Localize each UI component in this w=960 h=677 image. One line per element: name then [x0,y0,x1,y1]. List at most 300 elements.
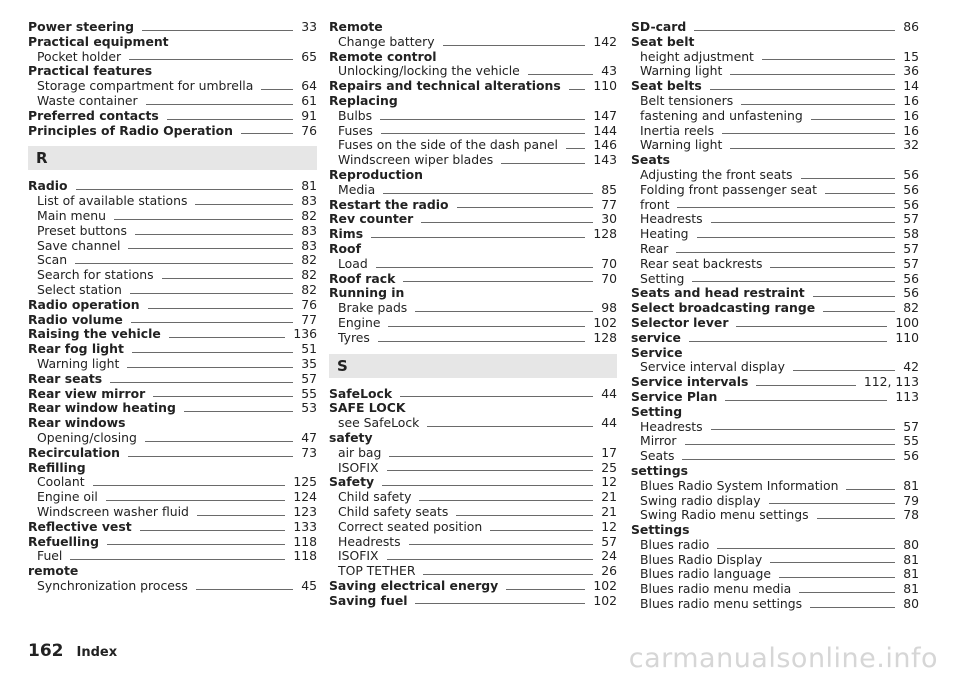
index-term: Radio [28,178,68,194]
index-page-number: 82 [301,207,317,223]
index-term: Fuses [338,122,373,138]
index-entry [631,523,919,538]
page-number: 162 [28,641,64,661]
index-page-number: 14 [903,78,919,94]
index-page-number: 146 [593,137,617,153]
index-entry [631,35,919,50]
index-page-number: 144 [593,122,617,138]
index-term: Seat belts [631,78,702,94]
index-subentry [631,198,919,213]
index-subentry [631,449,919,464]
leader-line [388,326,585,327]
index-page-number: 56 [903,196,919,212]
index-page-number: 43 [601,63,617,79]
index-subentry [329,301,617,316]
index-term: Storage compartment for umbrella [37,78,254,94]
index-page-number: 36 [903,63,919,79]
leader-line [106,500,285,501]
index-page-number: 57 [903,211,919,227]
index-term: Fuel [37,548,63,564]
index-entry [28,109,317,124]
index-term: ISOFIX [338,459,379,475]
index-entry [631,286,919,301]
index-page-number: 56 [903,181,919,197]
index-subentry [28,475,317,490]
index-page-number: 65 [301,48,317,64]
index-term: Power steering [28,19,135,34]
index-subentry [631,227,919,242]
index-term: service [631,329,681,345]
leader-line [383,193,593,194]
leader-line [146,104,294,105]
leader-line [131,322,293,323]
leader-line [528,74,593,75]
index-page-number: 80 [903,596,919,612]
index-entry [28,313,317,328]
index-term: Windscreen wiper blades [338,152,494,168]
index-term: Warning light [37,355,120,371]
index-page-number: 16 [903,92,919,108]
leader-line [128,456,293,457]
leader-line [135,234,293,235]
index-subentry [28,268,317,283]
index-term: ISOFIX [338,548,379,564]
index-page-number: 57 [903,418,919,434]
index-page-number: 16 [903,122,919,138]
index-entry [329,579,617,594]
index-term: front [640,196,670,212]
index-page-number: 42 [903,359,919,375]
index-page-number: 136 [293,326,317,342]
index-page-number: 17 [601,444,617,460]
index-term: Fuses on the side of the dash panel [338,137,558,153]
leader-line [415,603,585,604]
leader-line [762,59,895,60]
leader-line [153,396,293,397]
index-page-number: 70 [601,255,617,271]
index-term: Save channel [37,237,121,253]
index-subentry [631,138,919,153]
index-term: Swing Radio menu settings [640,507,809,523]
index-page-number: 64 [301,78,317,94]
index-page-number: 124 [293,489,317,505]
index-term: SD-card [631,19,687,34]
leader-line [722,133,895,134]
leader-line [75,263,293,264]
index-column-3 [631,20,919,612]
leader-line [799,592,895,593]
index-subentry [631,479,919,494]
index-column-2 [329,20,617,608]
leader-line [381,133,586,134]
index-subentry [631,94,919,109]
index-term: Child safety [338,489,412,505]
index-term: settings [631,462,688,478]
leader-line [741,104,895,105]
index-subentry [329,35,617,50]
leader-line [380,119,585,120]
leader-line [415,311,593,312]
index-page-number: 125 [293,474,317,490]
leader-line [93,485,286,486]
leader-line [566,148,585,149]
index-entry [28,327,317,342]
index-term: Engine oil [37,489,98,505]
leader-line [457,207,594,208]
index-entry [28,372,317,387]
index-column-1 [28,20,317,594]
index-entry [28,342,317,357]
index-term: Warning light [640,63,723,79]
section-label: Index [76,645,118,660]
index-page-number: 12 [601,474,617,490]
index-term: Child safety seats [338,503,449,519]
index-term: Blues Radio Display [640,551,763,567]
leader-line [130,293,293,294]
index-term: Seat belt [631,33,695,49]
index-page-number: 55 [903,433,919,449]
leader-line [148,308,294,309]
index-subentry [631,508,919,523]
leader-line [779,577,895,578]
index-entry [329,242,617,257]
index-page-number: 25 [601,459,617,475]
index-page-number: 33 [301,19,317,34]
index-entry [631,79,919,94]
index-term: Blues Radio System Information [640,477,839,493]
index-subentry [329,490,617,505]
leader-line [241,133,293,134]
index-entry [329,387,617,402]
leader-line [692,281,895,282]
index-page-number: 142 [593,33,617,49]
index-term: Reproduction [329,166,423,182]
leader-line [128,248,293,249]
index-page-number: 81 [903,477,919,493]
index-subentry [631,272,919,287]
index-page-number: 53 [301,400,317,416]
index-page-number: 113 [895,388,919,404]
leader-line [382,485,593,486]
leader-line [717,548,895,549]
index-term: Blues radio menu media [640,581,792,597]
index-entry [28,446,317,461]
index-term: Saving fuel [329,592,408,608]
index-page-number: 44 [601,415,617,431]
index-entry [631,20,919,35]
index-subentry [329,316,617,331]
leader-line [427,426,593,427]
index-page-number: 128 [593,329,617,345]
leader-line [825,193,895,194]
leader-line [697,237,896,238]
index-page-number: 81 [903,581,919,597]
leader-line [810,607,895,608]
index-subentry [329,446,617,461]
leader-line [127,367,293,368]
index-page-number: 21 [601,489,617,505]
index-page-number: 81 [903,551,919,567]
index-term: Main menu [37,207,106,223]
leader-line [76,189,294,190]
index-entry [631,316,919,331]
index-subentry [329,535,617,550]
index-term: Safety [329,474,375,490]
index-term: Rear view mirror [28,385,146,401]
index-term: Waste container [37,92,138,108]
index-page-number: 12 [601,518,617,534]
leader-line [456,515,593,516]
index-entry [329,94,617,109]
index-subentry [631,360,919,375]
leader-line [114,219,293,220]
index-entry [28,416,317,431]
index-entry [631,346,919,361]
index-subentry [631,168,919,183]
index-page-number: 57 [301,370,317,386]
index-term: Correct seated position [338,518,483,534]
index-term: Opening/closing [37,429,137,445]
index-term: Rear seat backrests [640,255,763,271]
index-term: Swing radio display [640,492,761,508]
index-entry [631,375,919,390]
index-page-number: 83 [301,237,317,253]
leader-line [387,470,594,471]
index-page-number: 32 [903,137,919,153]
index-term: Select broadcasting range [631,300,816,316]
leader-line [506,589,585,590]
index-entry [28,124,317,139]
leader-line [725,400,887,401]
index-term: Warning light [640,137,723,153]
index-page-number: 77 [601,196,617,212]
leader-line [140,530,286,531]
index-page-number: 76 [301,296,317,312]
index-term: Saving electrical energy [329,577,499,593]
index-page-number: 30 [601,211,617,227]
index-term: remote [28,563,79,579]
index-page-number: 78 [903,507,919,523]
index-entry [28,535,317,550]
page-footer [28,641,117,665]
index-subentry [28,79,317,94]
index-page-number: 57 [903,240,919,256]
index-subentry [28,357,317,372]
index-term: Coolant [37,474,85,490]
index-term: Blues radio language [640,566,772,582]
index-page-number: 26 [601,563,617,579]
index-subentry [329,257,617,272]
index-term: Preset buttons [37,222,127,238]
index-page-number: 45 [301,577,317,593]
index-page-number: 110 [593,78,617,94]
leader-line [817,518,896,519]
index-term: Blues radio menu settings [640,596,803,612]
index-term: Inertia reels [640,122,715,138]
index-entry [329,168,617,183]
leader-line [710,89,895,90]
leader-line [196,589,293,590]
index-term: Preferred contacts [28,107,159,123]
index-term: Remote control [329,48,437,64]
leader-line [389,456,593,457]
index-page-number: 73 [301,444,317,460]
index-entry [631,331,919,346]
index-term: Rev counter [329,211,414,227]
leader-line [376,267,593,268]
index-page-number: 82 [903,300,919,316]
leader-line [371,237,585,238]
index-subentry [329,124,617,139]
index-entry [329,475,617,490]
index-page-number: 80 [903,536,919,552]
index-term: Load [338,255,368,271]
index-entry [28,520,317,535]
leader-line [793,370,895,371]
leader-line [423,574,593,575]
index-term: see SafeLock [338,415,420,431]
index-term: Adjusting the front seats [640,166,793,182]
section-letter-heading: R [28,146,317,170]
index-term: Rear seats [28,370,103,386]
index-subentry [329,153,617,168]
index-page-number: 51 [301,341,317,357]
index-entry [28,298,317,313]
index-page-number: 56 [903,166,919,182]
index-page-number: 102 [593,592,617,608]
index-page-number: 123 [293,503,317,519]
index-page-number: 128 [593,226,617,242]
leader-line [132,352,293,353]
index-subentry [631,538,919,553]
index-subentry [28,194,317,209]
leader-line [711,429,896,430]
leader-line [823,311,895,312]
leader-line [736,326,887,327]
leader-line [730,148,895,149]
index-term: Roof rack [329,270,396,286]
index-subentry [28,283,317,298]
index-subentry [329,331,617,346]
leader-line [677,207,895,208]
index-term: Service [631,344,683,360]
index-subentry [28,505,317,520]
index-subentry [329,461,617,476]
index-term: Mirror [640,433,677,449]
watermark-text: carmanualsonline.info [628,643,938,674]
leader-line [403,281,593,282]
index-entry [631,464,919,479]
index-subentry [329,549,617,564]
leader-line [443,45,586,46]
index-term: Practical features [28,63,153,79]
index-subentry [631,50,919,65]
leader-line [162,278,294,279]
leader-line [197,515,285,516]
index-term: Unlocking/locking the vehicle [338,63,520,79]
index-term: Settings [631,522,690,538]
leader-line [711,222,896,223]
leader-line [129,59,293,60]
index-subentry [28,549,317,564]
index-page-number: 118 [293,533,317,549]
index-term: Replacing [329,92,398,108]
index-term: SAFE LOCK [329,400,406,416]
index-term: Blues radio [640,536,710,552]
index-page-number: 91 [301,107,317,123]
index-term: Rear [640,240,669,256]
index-term: height adjustment [640,48,754,64]
index-subentry [631,553,919,568]
index-term: Headrests [640,211,703,227]
index-entry [28,35,317,50]
index-page-number: 83 [301,222,317,238]
index-subentry [631,434,919,449]
index-page-number: 81 [301,178,317,194]
index-entry [329,286,617,301]
index-page-number: 56 [903,270,919,286]
index-term: Running in [329,285,405,301]
index-term: Refuelling [28,533,99,549]
index-term: Rims [329,226,364,242]
index-page-number: 57 [601,533,617,549]
index-page-number: 98 [601,300,617,316]
index-entry [329,79,617,94]
leader-line [400,396,593,397]
index-page-number: 15 [903,48,919,64]
index-entry [329,20,617,35]
leader-line [569,89,586,90]
index-subentry [631,420,919,435]
index-page-number: 56 [903,285,919,301]
index-page-number: 77 [301,311,317,327]
index-subentry [631,597,919,612]
index-term: Recirculation [28,444,120,460]
index-term: Seats [631,152,670,168]
index-term: Principles of Radio Operation [28,122,233,138]
leader-line [694,30,895,31]
index-term: safety [329,429,373,445]
index-entry [329,594,617,609]
index-entry [329,212,617,227]
index-entry [329,272,617,287]
index-term: Rear window heating [28,400,176,416]
index-term: Windscreen washer fluid [37,503,189,519]
index-page-number: 143 [593,152,617,168]
index-page-number: 102 [593,577,617,593]
index-subentry [28,224,317,239]
index-subentry [28,94,317,109]
leader-line [145,441,293,442]
index-term: SafeLock [329,385,393,401]
index-page-number: 21 [601,503,617,519]
index-term: Radio operation [28,296,140,312]
index-term: Raising the vehicle [28,326,161,342]
leader-line [490,530,593,531]
leader-line [769,503,896,504]
leader-line [169,337,286,338]
index-page-number: 82 [301,267,317,283]
index-page-number: 81 [903,566,919,582]
index-entry [28,461,317,476]
index-term: Restart the radio [329,196,449,212]
index-entry [28,401,317,416]
index-term: Folding front passenger seat [640,181,817,197]
index-term: Heating [640,226,689,242]
leader-line [846,489,895,490]
index-subentry [631,582,919,597]
index-subentry [329,183,617,198]
